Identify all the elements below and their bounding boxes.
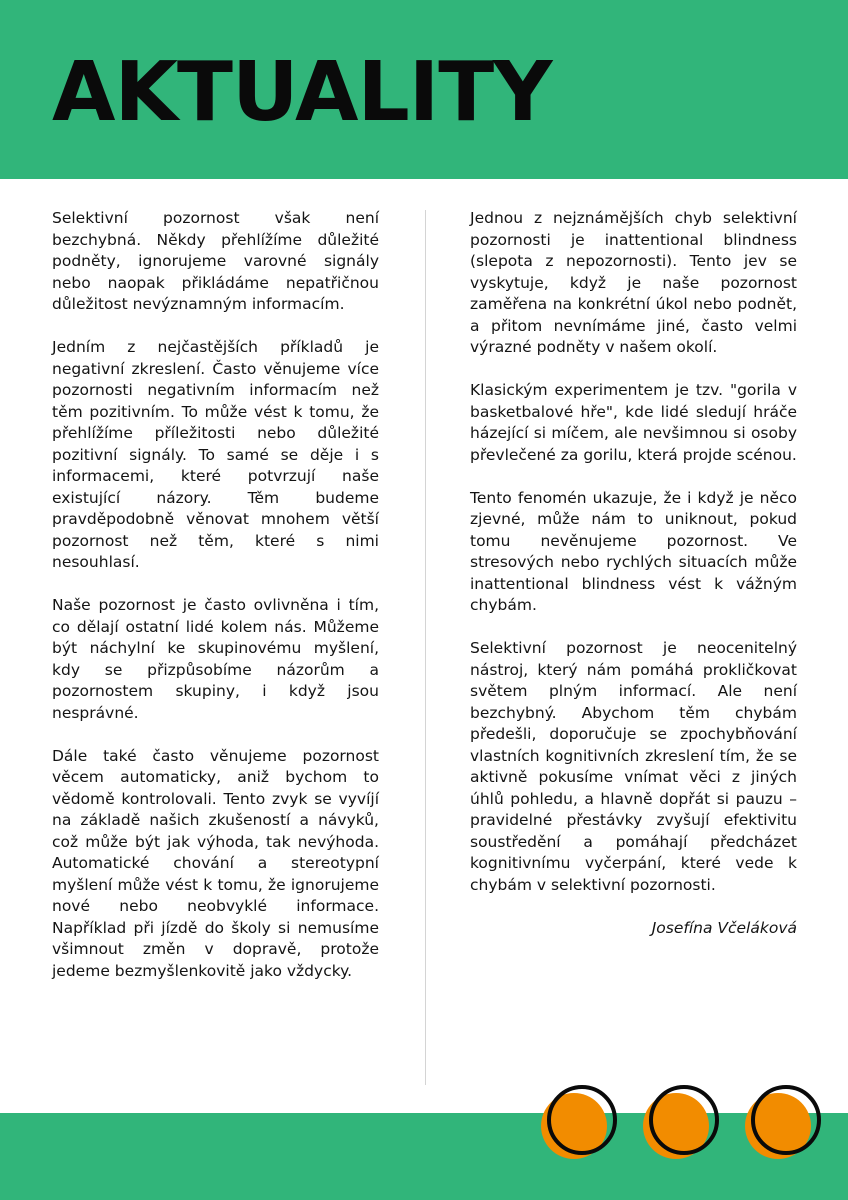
- left-column: [52, 208, 379, 1004]
- orange-circle-icon: [745, 1085, 815, 1165]
- paragraph: Selektivní pozornost však není bezchybná. Někdy přehlížíme důležité podněty, ignorujeme varovné signály nebo naopak přikládáme nepatřičnou důležitost nevýznamným informacím.: [52, 209, 379, 313]
- paragraph: Klasickým experimentem je tzv. "gorila v basketbalové hře", kde lidé sledují hráče házející si míčem, ale nevšimnou si osoby převlečené za gorilu, která projde scénou.: [470, 381, 797, 464]
- paragraph: Naše pozornost je často ovlivněna i tím, co dělají ostatní lidé kolem nás. Můžeme být náchylní ke skupinovému myšlení, kdy se přizpůsobíme názorům a pozornostem skupiny, i když jsou nesprávné.: [52, 596, 379, 722]
- paragraph: Tento fenomén ukazuje, že i když je něco zjevné, může nám to uniknout, pokud tomu nevěnujeme pozornost. Ve stresových nebo rychlých situacích může inattentional blindness vést k vážným chybám.: [470, 488, 797, 614]
- page-title: AKTUALITY: [52, 45, 552, 140]
- orange-circle-icon: [541, 1085, 611, 1165]
- paragraph: Dále také často věnujeme pozornost věcem automaticky, aniž bychom to vědomě kontrolovali. Tento zvyk se vyvíjí na základě našich zkušeností a návyků, což může být jak výhoda, tak nevýhoda. Automatické chování a stereotypní myšlení může vést k tomu, že ignorujeme nové nebo neobvyklé informace. Například při jízdě do školy si nemusíme všimnout změn v dopravě, protože jedeme bezmyšlenkovitě jako vždycky.: [52, 746, 379, 980]
- column-divider: [425, 210, 426, 1085]
- right-column: [470, 208, 797, 961]
- paragraph: Jedním z nejčastějších příkladů je negativní zkreslení. Často věnujeme více pozornosti negativním informacím než těm pozitivním. To může vést k tomu, že přehlížíme příležitosti nebo důležité pozitivní signály. To samé se děje i s informacemi, které potvrzují naše existující názory. Těm budeme pravděpodobně věnovat mnohem větší pozornost než těm, které s nimi nesouhlasí.: [52, 338, 379, 571]
- footer-band: [0, 1113, 848, 1200]
- paragraph: Jednou z nejznámějších chyb selektivní pozornosti je inattentional blindness (slepota z nepozornosti). Tento jev se vyskytuje, když je naše pozornost zaměřena na konkrétní úkol nebo podnět, a přitom nevnímáme jiné, často velmi výrazné podněty v našem okolí.: [470, 209, 797, 356]
- author-signature: Josefína Včeláková: [651, 918, 797, 937]
- paragraph: Selektivní pozornost je neocenitelný nástroj, který nám pomáhá prokličkovat světem plným informací. Ale není bezchybný. Abychom těm chybám předešli, doporučuje se zpochybňování vlastních kognitivních zkreslení tím, že se aktivně pokusíme vnímat věci z jiných úhlů pohledu, a hlavně dopřát si pauzu – pravidelné přestávky zvyšují efektivitu soustředění a pomáhají předcházet kognitivnímu vyčerpání, které vede k chybám v selektivní pozornosti.: [470, 639, 797, 894]
- orange-circle-icon: [643, 1085, 713, 1165]
